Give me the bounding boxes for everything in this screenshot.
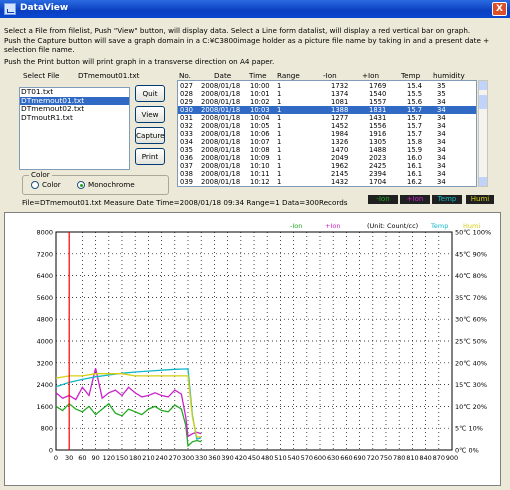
table-cell: 1540 [369, 90, 387, 98]
table-cell: 1 [277, 154, 282, 162]
table-cell: 10:02 [250, 98, 270, 106]
x-tick-label: 480 [260, 454, 274, 462]
table-cell: 2008/01/18 [201, 106, 241, 114]
table-cell: 34 [437, 162, 446, 170]
x-tick-label: 780 [392, 454, 406, 462]
table-cell: 34 [437, 130, 446, 138]
y-left-tick-label: 8000 [36, 228, 53, 237]
table-row[interactable] [178, 162, 476, 170]
table-row[interactable] [178, 82, 476, 90]
table-cell: 1 [277, 98, 282, 106]
print-button[interactable]: Print [135, 148, 165, 165]
table-cell: 1 [277, 138, 282, 146]
table-cell: 2008/01/18 [201, 170, 241, 178]
file-list-item[interactable]: DTmemout02.txt [21, 104, 85, 113]
chart-legend-entry: Temp [431, 222, 449, 230]
table-cell: 1 [277, 82, 282, 90]
table-cell: 15.9 [407, 146, 423, 154]
table-cell: 2145 [331, 170, 349, 178]
table-cell: 2008/01/18 [201, 98, 241, 106]
table-cell: 1452 [331, 122, 349, 130]
table-cell: 2425 [369, 162, 387, 170]
table-cell: 1 [277, 122, 282, 130]
selected-file-name: DTmemout01.txt [78, 71, 140, 80]
x-tick-label: 630 [326, 454, 340, 462]
table-cell: 10:04 [250, 114, 270, 122]
color-group-legend: Color [31, 170, 50, 179]
x-tick-label: 210 [142, 454, 155, 462]
table-cell: 2008/01/18 [201, 82, 241, 90]
table-cell: 029 [180, 98, 193, 106]
column-header[interactable]: No. [179, 71, 191, 80]
table-cell: 038 [180, 170, 193, 178]
table-row[interactable] [178, 106, 476, 114]
scroll-up-arrow-icon[interactable] [479, 81, 487, 90]
x-tick-label: 720 [366, 454, 380, 462]
y-left-tick-label: 4000 [36, 337, 53, 346]
column-header[interactable]: humidity [433, 71, 465, 80]
instruction-line-3: selection file name. [4, 45, 75, 54]
instruction-line-1: Select a File from filelist, Push "View" button, will display data. Select a Line form datalist, will display a red vertical bar on graph. [4, 26, 471, 35]
x-tick-label: 90 [91, 454, 100, 462]
x-tick-label: 750 [379, 454, 393, 462]
instruction-line-2: Push the Capture button will save a graph domain in a C:¥C3800image holder as a picture file name by taking in and a present date + [4, 36, 490, 45]
table-cell: 15.7 [407, 114, 423, 122]
table-cell: 16.0 [407, 154, 423, 162]
table-cell: 1277 [331, 114, 349, 122]
table-cell: 2008/01/18 [201, 154, 241, 162]
table-row[interactable] [178, 130, 476, 138]
column-header[interactable]: -Ion [323, 71, 337, 80]
x-tick-label: 600 [313, 454, 327, 462]
x-tick-label: 810 [406, 454, 419, 462]
table-cell: 15.7 [407, 106, 423, 114]
table-cell: 1732 [331, 82, 349, 90]
column-header[interactable]: Time [249, 71, 267, 80]
legend-chip-humi: Humi [466, 195, 494, 204]
y-left-tick-label: 3200 [36, 359, 53, 368]
table-cell: 033 [180, 130, 193, 138]
select-file-label: Select File [23, 71, 60, 80]
y-left-tick-label: 4800 [36, 315, 53, 324]
x-tick-label: 0 [53, 454, 59, 462]
close-button[interactable]: X [492, 2, 507, 16]
table-cell: 10:12 [250, 178, 270, 186]
legend-chip-temp: Temp [432, 195, 462, 204]
table-cell: 34 [437, 170, 446, 178]
y-left-tick-label: 1600 [36, 402, 53, 411]
table-cell: 10:03 [250, 106, 270, 114]
table-row[interactable] [178, 114, 476, 122]
table-cell: 2008/01/18 [201, 138, 241, 146]
app-icon [4, 3, 16, 15]
column-header[interactable]: Date [214, 71, 232, 80]
table-cell: 1704 [369, 178, 387, 186]
table-cell: 1 [277, 162, 282, 170]
table-cell: 34 [437, 122, 446, 130]
table-cell: 16.2 [407, 178, 423, 186]
table-row[interactable] [178, 170, 476, 178]
x-tick-label: 240 [155, 454, 168, 462]
file-list[interactable] [19, 87, 130, 170]
table-cell: 15.4 [407, 82, 423, 90]
chart-legend-entry: -Ion [290, 222, 303, 230]
x-tick-label: 180 [128, 454, 142, 462]
chart-svg [5, 213, 500, 485]
y-left-tick-label: 6400 [36, 272, 53, 281]
y-right-tick-label: 45℃ 90% [455, 250, 488, 259]
title-bar [0, 0, 510, 18]
table-cell: 2008/01/18 [201, 130, 241, 138]
table-row[interactable] [178, 146, 476, 154]
table-cell: 2008/01/18 [201, 114, 241, 122]
y-right-tick-label: 50℃ 100% [455, 228, 492, 237]
table-cell: 1488 [369, 146, 387, 154]
table-cell: 032 [180, 122, 193, 130]
x-tick-label: 840 [419, 454, 432, 462]
x-tick-label: 330 [194, 454, 208, 462]
table-cell: 2023 [369, 154, 387, 162]
capture-button[interactable]: Capture [135, 127, 165, 144]
y-left-tick-label: 5600 [36, 293, 53, 302]
table-cell: 2008/01/18 [201, 90, 241, 98]
table-cell: 1 [277, 90, 282, 98]
table-cell: 1916 [369, 130, 387, 138]
table-cell: 1432 [331, 178, 349, 186]
x-tick-label: 690 [353, 454, 366, 462]
table-cell: 1769 [369, 82, 387, 90]
x-tick-label: 60 [78, 454, 87, 462]
legend-chip-ion: -Ion [368, 195, 398, 204]
chart-legend-entry: Humi [463, 222, 481, 230]
table-cell: 1 [277, 130, 282, 138]
table-cell: 15.7 [407, 122, 423, 130]
color-radio-label: Color [42, 180, 61, 189]
table-row[interactable] [178, 138, 476, 146]
x-tick-label: 390 [221, 454, 234, 462]
table-cell: 10:11 [250, 170, 270, 178]
x-tick-label: 120 [102, 454, 116, 462]
x-tick-label: 900 [445, 454, 459, 462]
table-cell: 1962 [331, 162, 349, 170]
table-cell: 1 [277, 170, 282, 178]
y-right-tick-label: 40℃ 80% [455, 272, 488, 281]
table-cell: 35 [437, 82, 446, 90]
y-right-tick-label: 10℃ 20% [455, 402, 488, 411]
table-cell: 10:07 [250, 138, 270, 146]
graph-area [4, 212, 501, 486]
y-left-tick-label: 0 [48, 446, 53, 455]
x-tick-label: 510 [274, 454, 287, 462]
table-row[interactable] [178, 122, 476, 130]
table-row[interactable] [178, 178, 476, 186]
instruction-line-4: Push the Print button will print graph in a transverse direction on A4 paper. [4, 57, 275, 66]
table-cell: 1 [277, 106, 282, 114]
table-row[interactable] [178, 90, 476, 98]
table-cell: 34 [437, 106, 446, 114]
table-cell: 1326 [331, 138, 349, 146]
table-cell: 15.8 [407, 138, 423, 146]
table-cell: 2049 [331, 154, 349, 162]
table-cell: 10:05 [250, 122, 270, 130]
y-right-tick-label: 35℃ 70% [455, 293, 488, 302]
table-cell: 2008/01/18 [201, 122, 241, 130]
table-row[interactable] [178, 98, 476, 106]
column-header[interactable]: +Ion [362, 71, 380, 80]
table-cell: 028 [180, 90, 193, 98]
table-cell: 10:10 [250, 162, 270, 170]
table-cell: 1 [277, 114, 282, 122]
x-tick-label: 30 [65, 454, 74, 462]
table-cell: 10:00 [250, 82, 270, 90]
x-tick-label: 870 [432, 454, 446, 462]
table-cell: 2008/01/18 [201, 146, 241, 154]
table-cell: 035 [180, 146, 193, 154]
scroll-down-arrow-icon[interactable] [479, 177, 487, 186]
monochrome-radio-label: Monochrome [88, 180, 135, 189]
x-tick-label: 300 [181, 454, 195, 462]
x-tick-label: 150 [115, 454, 129, 462]
table-cell: 1388 [331, 106, 349, 114]
table-cell: 34 [437, 178, 446, 186]
chart-legend-entry: +Ion [325, 222, 341, 230]
y-right-tick-label: 25℃ 50% [455, 337, 488, 346]
y-right-tick-label: 5℃ 10% [455, 424, 483, 433]
x-tick-label: 360 [208, 454, 221, 462]
table-row[interactable] [178, 154, 476, 162]
file-list-item[interactable]: DTmemout01.txt [20, 97, 129, 106]
color-group [22, 170, 169, 195]
x-tick-label: 420 [234, 454, 248, 462]
table-cell: 1984 [331, 130, 349, 138]
table-cell: 034 [180, 138, 193, 146]
table-cell: 1831 [369, 106, 387, 114]
table-cell: 35 [437, 90, 446, 98]
table-cell: 34 [437, 146, 446, 154]
table-cell: 34 [437, 138, 446, 146]
monochrome-radio[interactable] [77, 181, 85, 189]
table-cell: 10:08 [250, 146, 270, 154]
y-left-tick-label: 7200 [36, 250, 53, 259]
table-cell: 027 [180, 82, 193, 90]
measure-info: File=DTmemout01.txt Measure Date Time=2008/01/18 09:34 Range=1 Data=300Records [22, 198, 348, 207]
table-cell: 1374 [331, 90, 349, 98]
window-title: DataView [20, 3, 69, 13]
table-cell: 10:01 [250, 90, 270, 98]
data-list-scrollbar[interactable] [478, 80, 488, 187]
table-cell: 1431 [369, 114, 387, 122]
table-cell: 2008/01/18 [201, 162, 241, 170]
scroll-thumb[interactable] [479, 95, 487, 109]
table-cell: 1470 [331, 146, 349, 154]
table-cell: 031 [180, 114, 193, 122]
table-cell: 15.6 [407, 98, 423, 106]
x-tick-label: 270 [168, 454, 182, 462]
table-cell: 1305 [369, 138, 387, 146]
table-cell: 1556 [369, 122, 387, 130]
x-tick-label: 570 [300, 454, 314, 462]
color-radio[interactable] [31, 181, 39, 189]
table-cell: 1081 [331, 98, 349, 106]
x-tick-label: 450 [247, 454, 261, 462]
table-cell: 1 [277, 146, 282, 154]
table-cell: 34 [437, 114, 446, 122]
table-cell: 2394 [369, 170, 387, 178]
legend-chip-ion: +Ion [400, 195, 430, 204]
y-left-tick-label: 2400 [36, 381, 53, 390]
column-header[interactable]: Temp [401, 71, 421, 80]
y-right-tick-label: 0℃ 0% [455, 446, 479, 455]
table-cell: 030 [180, 106, 193, 114]
chart-legend-entry: (Unit: Count/cc) [367, 222, 419, 230]
data-list[interactable] [177, 80, 477, 187]
view-button[interactable]: View [135, 106, 165, 123]
table-cell: 16.1 [407, 170, 423, 178]
column-header[interactable]: Range [277, 71, 300, 80]
y-left-tick-label: 800 [40, 424, 53, 433]
table-cell: 10:06 [250, 130, 270, 138]
table-cell: 1 [277, 178, 282, 186]
x-tick-label: 660 [340, 454, 353, 462]
table-cell: 2008/01/18 [201, 178, 241, 186]
y-right-tick-label: 20℃ 40% [455, 359, 488, 368]
file-list-item[interactable]: DTmoutR1.txt [21, 112, 73, 122]
table-cell: 036 [180, 154, 193, 162]
quit-button[interactable]: Quit [135, 85, 165, 102]
table-cell: 039 [180, 178, 193, 186]
y-right-tick-label: 15℃ 30% [455, 381, 488, 390]
table-cell: 10:09 [250, 154, 270, 162]
table-cell: 15.5 [407, 90, 423, 98]
y-right-tick-label: 30℃ 60% [455, 315, 488, 324]
table-cell: 34 [437, 154, 446, 162]
table-cell: 34 [437, 98, 446, 106]
x-tick-label: 540 [287, 454, 300, 462]
table-cell: 037 [180, 162, 193, 170]
table-cell: 15.7 [407, 130, 423, 138]
file-list-item[interactable]: DT01.txt [21, 87, 54, 96]
table-cell: 16.1 [407, 162, 423, 170]
table-cell: 1557 [369, 98, 387, 106]
